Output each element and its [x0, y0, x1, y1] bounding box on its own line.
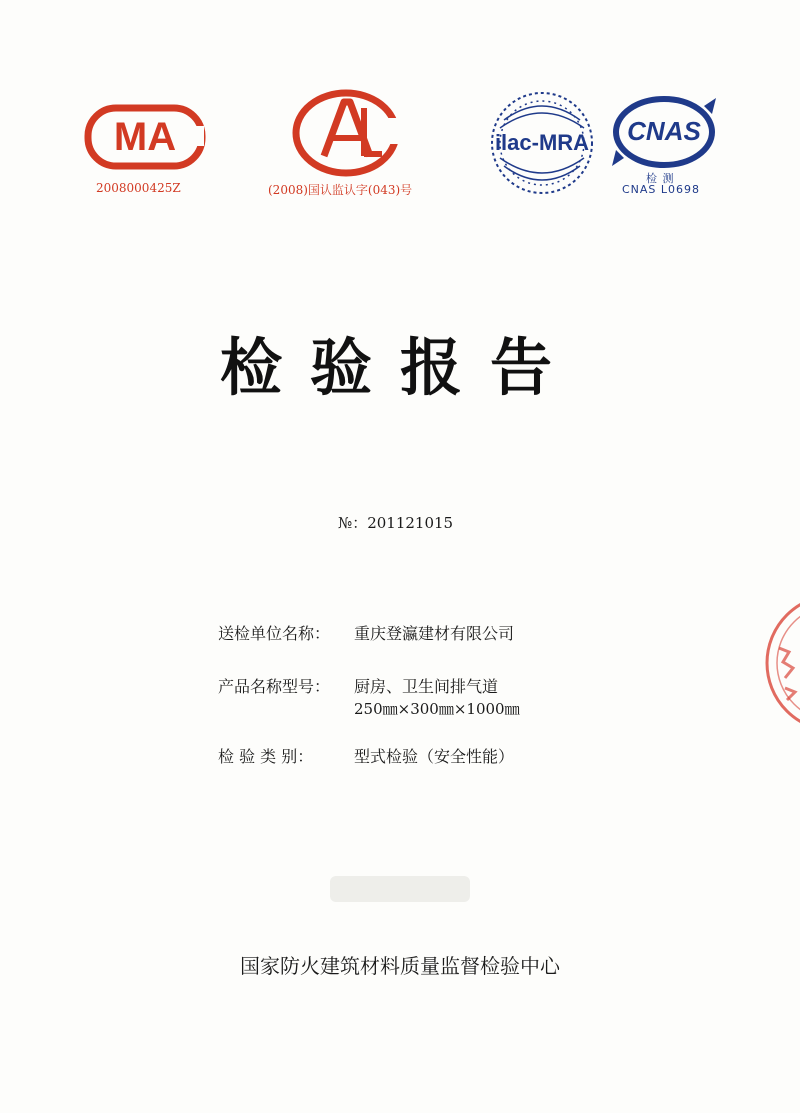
cnas-logo-icon — [608, 92, 720, 172]
category-value: 型式检验（安全性能） — [354, 747, 515, 766]
cma-caption: 2008000425Z — [96, 181, 181, 195]
cnas-caption-code: CNAS L0698 — [622, 183, 701, 196]
client-row — [218, 621, 514, 644]
cnas-text: CNAS — [627, 116, 701, 146]
product-spec: 250㎜×300㎜×1000㎜ — [354, 700, 520, 718]
cal-logo-icon — [290, 88, 402, 178]
ilac-mra-logo-icon — [486, 88, 598, 198]
svg-text:MA: MA — [113, 115, 177, 159]
page-title: 检验报告 — [219, 331, 580, 404]
issuer-name: 国家防火建筑材料质量监督检验中心 — [240, 954, 560, 978]
cal-caption: (2008)国认监认字(043)号 — [268, 183, 413, 197]
category-label: 检 验 类 别： — [218, 747, 314, 766]
ilac-text: ilac-MRA — [494, 130, 590, 155]
embossed-mark-icon — [330, 870, 470, 914]
product-label: 产品名称型号： — [218, 677, 331, 696]
red-seal-icon — [755, 588, 800, 742]
category-row — [218, 744, 514, 767]
cnas-caption-cn: 检 测 — [646, 172, 675, 185]
product-value: 厨房、卫生间排气道 — [354, 677, 499, 696]
report-number: №：201121015 — [338, 514, 454, 532]
product-row — [218, 674, 498, 697]
cma-logo-icon — [84, 102, 206, 172]
client-value: 重庆登瀛建材有限公司 — [354, 624, 515, 643]
client-label: 送检单位名称： — [218, 624, 331, 643]
